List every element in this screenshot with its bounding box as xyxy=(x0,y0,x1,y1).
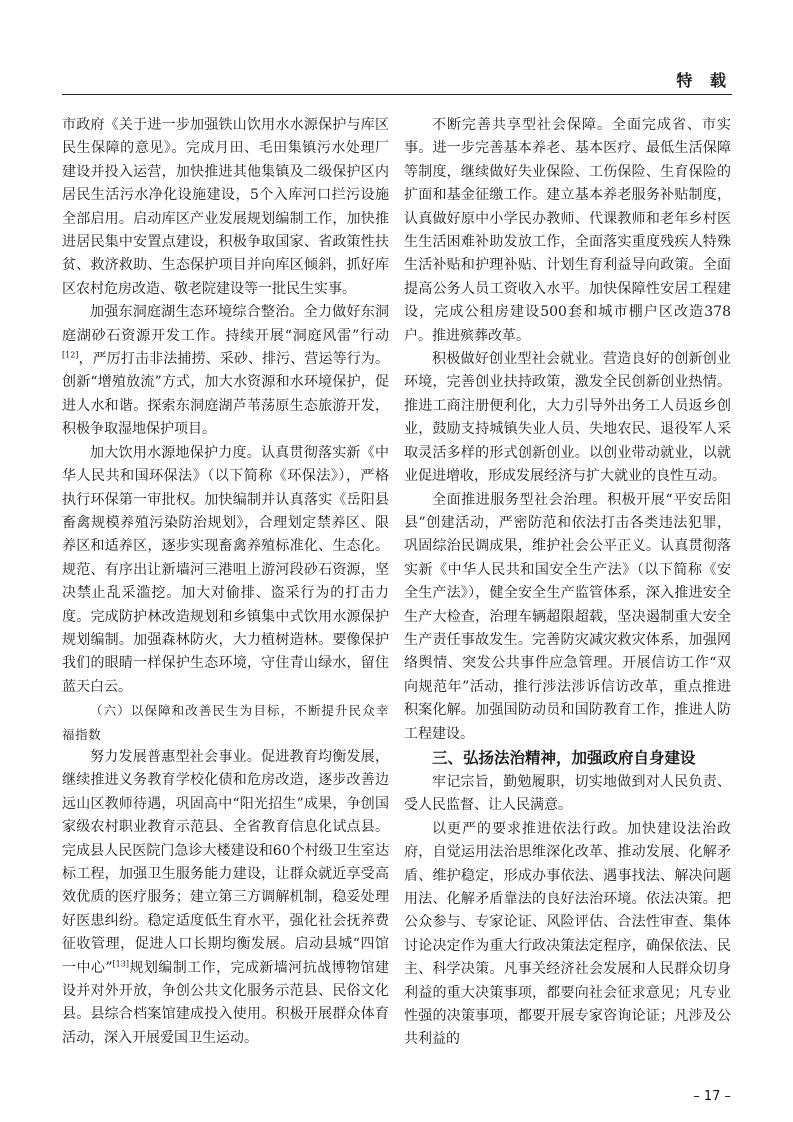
paragraph-text: ，严厉打击非法捕捞、采砂、排污、营运等行为。创新“增殖放流”方式，加大水资源和水环境保护，促进人水和谐。探索东洞庭湖芦苇荡原生态旅游开发，积极争取湿地保护项目。 xyxy=(62,351,389,438)
paragraph-reservoir-protection: 市政府《关于进一步加强铁山饮用水水源保护与库区民生保障的意见》。完成月田、毛田集镇污水处理厂建设并投入运营，加快推进其他集镇及二级保护区内居民生活污水净化设施建设，5个入库河口拦污设施全部启用。启动库区产业发展规划编制工作，加快推进居民集中安置点建设，积极争取国家、省政策性扶贫、救济救助、生态保护项目并向库区倾斜，抓好库区农村危房改造、敬老院建设等一批民生实事。 xyxy=(62,117,389,297)
section-heading: 三、弘扬法治精神，加强政府自身建设 xyxy=(432,748,696,767)
paragraph-social-undertakings xyxy=(62,746,389,1050)
paragraph-text: 规划编制工作，完成新墙河抗战博物馆建设并对外开放，争创公共文化服务示范县、民俗文化县。县综合档案馆建成投入使用。积极开展群众体育活动，深入开展爱国卫生运动。 xyxy=(62,959,389,1046)
paragraph-dongting-lake xyxy=(62,301,389,441)
section-label: 特 载 xyxy=(676,71,732,90)
header-rule xyxy=(62,94,732,95)
paragraph-purpose: 牢记宗旨，勤勉履职，切实地做到对人民负责、受人民监督、让人民满意。 xyxy=(404,773,731,814)
right-column xyxy=(404,114,731,1052)
footnote-ref-12: [12] xyxy=(62,350,79,360)
left-column xyxy=(62,114,389,1050)
paragraph-water-source: 加大饮用水源地保护力度。认真贯彻落实新《中华人民共和国环保法》（以下简称《环保法》），严格执行环保第一审批权。加快编制并认真落实《岳阳县畜禽规模养殖污染防治规划》，合理划定禁养区、限养区和适养区，逐步实现畜禽养殖标准化、生态化。规范、有序出让新墙河三港咀上游河段砂石资源，坚决禁止乱采滥挖。加大对偷排、盗采行为的打击力度。完成防护林改造规划和乡镇集中式饮用水源保护规划编制。加强森林防火，大力植树造林。要像保护我们的眼睛一样保护生态环境，守住青山绿水，留住蓝天白云。 xyxy=(62,444,389,695)
footnote-ref-13: [13] xyxy=(112,958,129,968)
page-number: – 17 – xyxy=(693,1089,731,1104)
paragraph-employment: 积极做好创业型社会就业。营造良好的创新创业环境，完善创业扶持政策，激发全民创新创业热情。推进工商注册便利化，大力引导外出务工人员返乡创业，鼓励支持城镇失业人员、失地农民、退役军人采取灵活多样的形式创新创业。以创业带动就业，以就业促进增收，形成发展经济与扩大就业的良性互动。 xyxy=(404,351,731,485)
paragraph-text: 加强东洞庭湖生态环境综合整治。全力做好东洞庭湖砂石资源开发工作。持续开展“洞庭风雷”行动 xyxy=(62,304,389,344)
running-header xyxy=(62,68,732,92)
paragraph-social-security: 不断完善共享型社会保障。全面完成省、市实事。进一步完善基本养老、基本医疗、最低生活保障等制度，继续做好失业保险、工伤保险、生育保险的扩面和基金征缴工作。建立基本养老服务补贴制度，认真做好原中小学民办教师、代课教师和老年乡村医生生活困难补助发放工作，全面落实重度残疾人特殊生活补贴和护理补贴、计划生育利益导向政策。全面提高公务人员工资收入水平。加快保障性安居工程建设，完成公租房建设500套和城市棚户区改造378户。推进殡葬改革。 xyxy=(404,117,731,344)
paragraph-text: 努力发展普惠型社会事业。促进教育均衡发展，继续推进义务教育学校化债和危房改造，逐步改善边远山区教师待遇，巩固高中“阳光招生”成果，争创国家级农村职业教育示范县、全省教育信息化试点县。完成县人民医院门急诊大楼建设和60个村级卫生室达标工程，加强卫生服务能力建设，让群众就近享受高效优质的医疗服务；建立第三方调解机制，稳妥处理好医患纠纷。稳定适度低生育水平，强化社会抚养费征收管理，促进人口长期均衡发展。启动县城“四馆一中心” xyxy=(62,748,389,976)
paragraph-rule-of-law: 以更严的要求推进依法行政。加快建设法治政府，自觉运用法治思维深化改革、推动发展、化解矛盾、维护稳定，形成办事依法、遇事找法、解决问题用法、化解矛盾靠法的良好法治环境。依法决策。把公众参与、专家论证、风险评估、合法性审查、集体讨论决定作为重大行政决策法定程序，确保依法、民主、科学决策。凡事关经济社会发展和人民群众切身利益的重大决策事项，都要向社会征求意见；凡专业性强的决策事项，都要开展专家咨询论证；凡涉及公共利益的 xyxy=(404,820,731,1048)
subsection-heading: （六）以保障和改善民生为目标，不断提升民众幸福指数 xyxy=(62,703,389,742)
paragraph-social-governance: 全面推进服务型社会治理。积极开展“平安岳阳县”创建活动，严密防范和依法打击各类违法犯罪，巩固综治民调成果，维护社会公平正义。认真贯彻落实新《中华人民共和国安全生产法》（以下简称《安全生产法》），健全安全生产监管体系，深入推进安全生产大检查，治理车辆超限超载，坚决遏制重大安全生产责任事故发生。完善防灾减灾救灾体系，加强网络舆情、突发公共事件应急管理。开展信访工作“双向规范年”活动，推行涉法涉诉信访改革，重点推进积案化解。加强国防动员和国防教育工作，推进人防工程建设。 xyxy=(404,491,731,742)
